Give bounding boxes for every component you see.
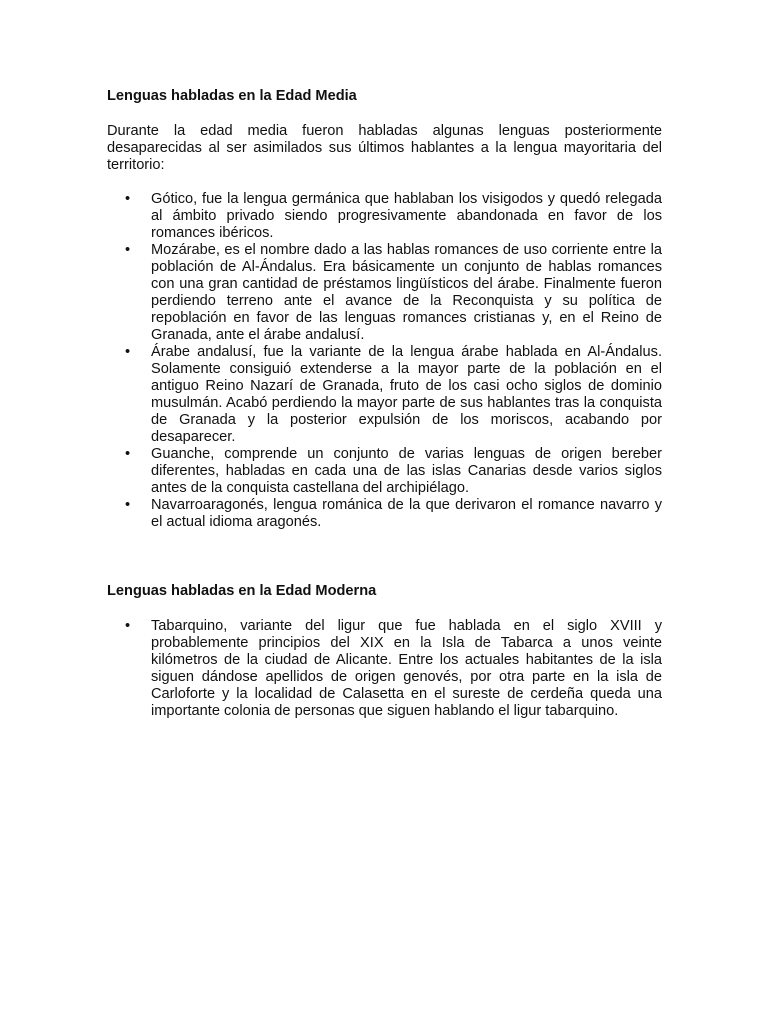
list-item-navarroaragones: • Navarroaragonés, lengua románica de la que derivaron el romance navarro y el actual idioma aragonés.	[107, 497, 662, 531]
section-heading-edad-media: Lenguas habladas en la Edad Media	[107, 88, 357, 104]
list-item-guanche: • Guanche, comprende un conjunto de varias lenguas de origen bereber diferentes, habladas en cada una de las islas Canarias desde varios siglos antes de la conquista castellana del archipiélago.	[107, 446, 662, 497]
document-page	[107, 88, 662, 720]
list-item-mozarabe: • Mozárabe, es el nombre dado a las hablas romances de uso corriente entre la población de Al-Ándalus. Era básicamente un conjunto de hablas romances con una gran cantidad de préstamos lingüísticos del árabe. Finalmente fueron perdiendo terreno ante el avance de la Reconquista y su política de repoblación en favor de las lenguas romances cristianas y, en el Reino de Granada, ante el árabe andalusí.	[107, 242, 662, 344]
list-item-tabarquino: • Tabarquino, variante del ligur que fue hablada en el siglo XVIII y probablemente principios del XIX en la Isla de Tabarca a unos veinte kilómetros de la ciudad de Alicante. Entre los actuales habitantes de la isla siguen dándose apellidos de origen genovés, por otra parte en la isla de Carloforte y la localidad de Calasetta en el sureste de cerdeña queda una importante colonia de personas que siguen hablando el ligur tabarquino.	[107, 618, 662, 720]
list-item-arabe-andalusi: • Árabe andalusí, fue la variante de la lengua árabe hablada en Al-Ándalus. Solamente consiguió extenderse a la mayor parte de la población en el antiguo Reino Nazarí de Granada, fruto de los casi ocho siglos de dominio musulmán. Acabó perdiendo la mayor parte de sus hablantes tras la conquista de Granada y la posterior expulsión de los moriscos, acabando por desaparecer.	[107, 344, 662, 446]
section-heading-edad-moderna: Lenguas habladas en la Edad Moderna	[107, 583, 377, 599]
edad-media-language-list	[107, 191, 662, 531]
edad-moderna-language-list	[107, 618, 662, 720]
list-item-gotico: • Gótico, fue la lengua germánica que hablaban los visigodos y quedó relegada al ámbito privado siendo progresivamente abandonada en favor de los romances ibéricos.	[107, 191, 662, 242]
intro-paragraph: Durante la edad media fueron habladas algunas lenguas posteriormente desaparecidas al ser asimilados sus últimos hablantes a la lengua mayoritaria del territorio:	[107, 123, 662, 173]
